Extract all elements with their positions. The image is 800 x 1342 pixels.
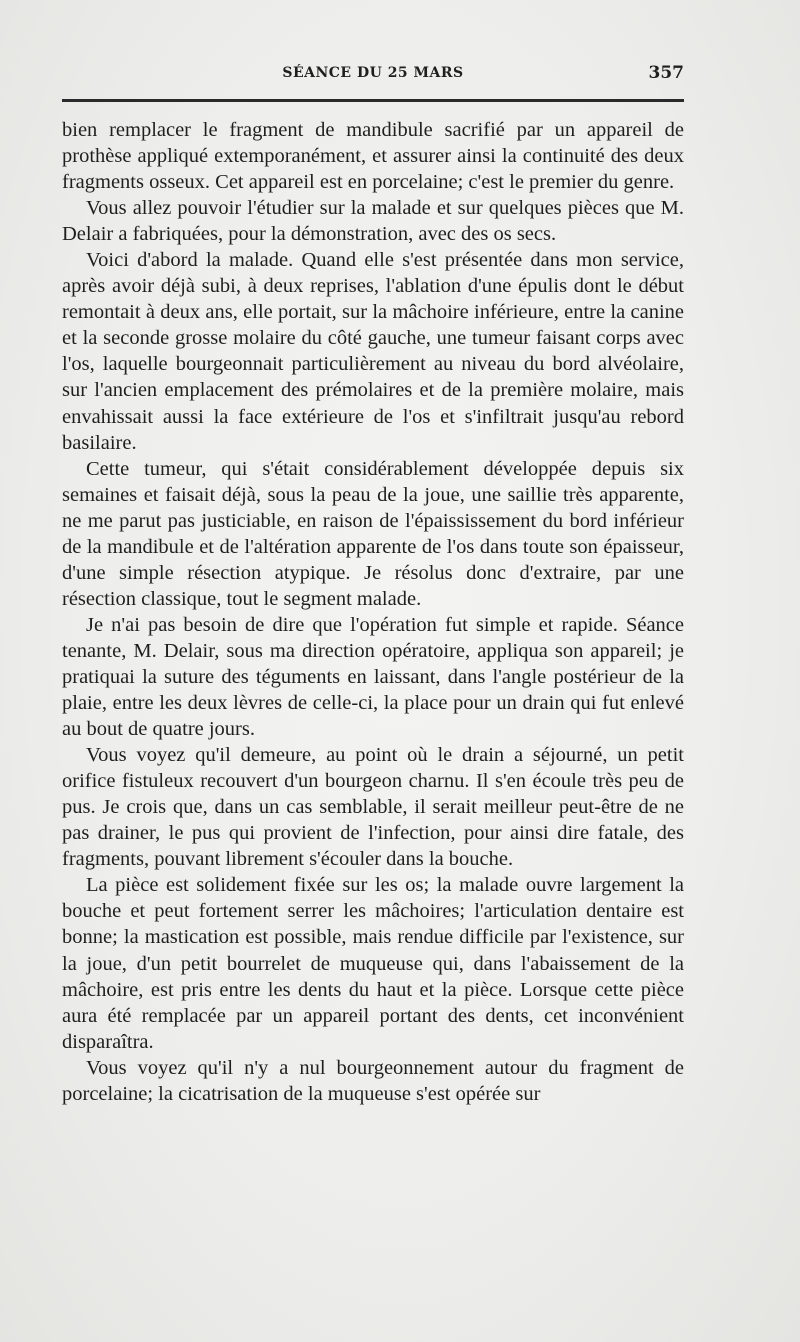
paragraph: La pièce est solidement fixée sur les os; la malade ouvre largement la bouche et peut fortement serrer les mâchoires; l'articulation dentaire est bonne; la mastication est possible, mais rendue difficile par l'existence, sur la joue, d'un petit bourrelet de muqueuse qui, dans l'abaissement de la mâchoire, est pris entre les dents du haut et la pièce. Lorsque cette pièce aura été remplacée par un appareil portant des dents, cet inconvénient disparaîtra. (62, 874, 684, 1053)
page-number: 357 (648, 63, 684, 83)
paragraph: Voici d'abord la malade. Quand elle s'est présentée dans mon service, après avoir déjà subi, à deux reprises, l'ablation d'une épulis dont le début remontait à deux ans, elle portait, sur la mâchoire inférieure, entre la canine et la seconde grosse molaire du côté gauche, une tumeur faisant corps avec l'os, laquelle bourgeonnait particulièrement au niveau du bord alvéolaire, sur l'ancien emplacement des prémolaires et de la première molaire, mais envahissait aussi la face extérieure de l'os et s'infiltrait jusqu'au rebord basilaire. (62, 249, 684, 454)
body-text (62, 117, 684, 1107)
header-rule (62, 99, 684, 102)
paragraph: Je n'ai pas besoin de dire que l'opération fut simple et rapide. Séance tenante, M. Delair, sous ma direction opératoire, appliqua son appareil; je pratiquai la suture des téguments en laissant, dans l'angle postérieur de la plaie, entre les deux lèvres de celle-ci, la place pour un drain qui fut enlevé au bout de quatre jours. (62, 613, 684, 741)
running-header (62, 62, 684, 84)
paragraph: bien remplacer le fragment de mandibule sacrifié par un appareil de prothèse appliqué extemporanément, et assurer ainsi la continuité des deux fragments osseux. Cet appareil est en porcelaine; c'est le premier du genre. (62, 119, 684, 194)
paragraph: Cette tumeur, qui s'était considérablement développée depuis six semaines et faisait déjà, sous la peau de la joue, une saillie très apparente, ne me parut pas justiciable, en raison de l'épaississement du bord inférieur de la mandibule et de l'altération apparente de l'os dans toute son épaisseur, d'une simple résection atypique. Je résolus donc d'extraire, par une résection classique, tout le segment malade. (62, 457, 684, 610)
paragraph: Vous voyez qu'il n'y a nul bourgeonnement autour du fragment de porcelaine; la cicatrisation de la muqueuse s'est opérée sur (62, 1056, 684, 1105)
paragraph: Vous allez pouvoir l'étudier sur la malade et sur quelques pièces que M. Delair a fabriquées, pour la démonstration, avec des os secs. (62, 197, 684, 246)
header-title: SÉANCE DU 25 MARS (282, 65, 464, 81)
paragraph: Vous voyez qu'il demeure, au point où le drain a séjourné, un petit orifice fistuleux recouvert d'un bourgeon charnu. Il s'en écoule très peu de pus. Je crois que, dans un cas semblable, il serait meilleur peut-être de ne pas drainer, le pus qui provient de l'infection, pour ainsi dire fatale, des fragments, pouvant librement s'écouler dans la bouche. (62, 744, 684, 871)
